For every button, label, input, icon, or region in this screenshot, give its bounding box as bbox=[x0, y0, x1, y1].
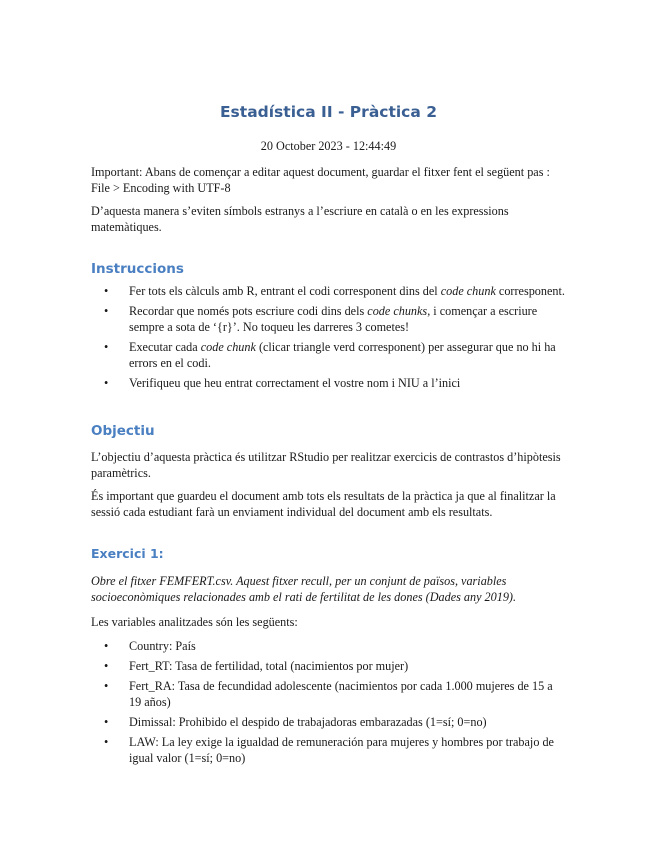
list-item: • Fert_RT: Tasa de fertilidad, total (nacimientos por mujer) bbox=[104, 659, 409, 673]
bullet-icon: • bbox=[104, 284, 109, 298]
objectiu-paragraph-2: És important que guardeu el document amb tots els resultats de la pràctica ja que al finalitzar la sessió cada estudiant farà un enviament individual del document amb els resultats. bbox=[91, 489, 556, 519]
instruccions-list bbox=[91, 283, 566, 395]
bullet-icon: • bbox=[104, 679, 109, 693]
bullet-icon: • bbox=[104, 376, 109, 390]
variables-list bbox=[91, 638, 566, 770]
list-item: • Recordar que només pots escriure codi dins dels code chunks, i començar a escriure sempre a sota de ‘{r}’. No toqueu les darreres 3 cometes! bbox=[104, 304, 538, 334]
section-heading-instruccions: Instruccions bbox=[91, 261, 184, 277]
variables-intro: Les variables analitzades són les següents: bbox=[91, 615, 298, 629]
important-note: Important: Abans de començar a editar aquest document, guardar el fitxer fent el següent pas : File > Encoding with UTF-8 bbox=[91, 165, 550, 195]
list-item: • Verifiqueu que heu entrat correctament el vostre nom i NIU a l’inici bbox=[104, 376, 461, 390]
encoding-note: D’aquesta manera s’eviten símbols estranys a l’escriure en català o en les expressions matemàtiques. bbox=[91, 204, 509, 234]
bullet-icon: • bbox=[104, 304, 109, 318]
list-item: • Fer tots els càlculs amb R, entrant el codi corresponent dins del code chunk corresponent. bbox=[104, 284, 565, 298]
list-item: • Country: País bbox=[104, 639, 196, 653]
document-title: Estadística II - Pràctica 2 bbox=[219, 103, 438, 121]
bullet-icon: • bbox=[104, 715, 109, 729]
bullet-icon: • bbox=[104, 735, 109, 749]
objectiu-paragraph-1: L’objectiu d’aquesta pràctica és utilitzar RStudio per realitzar exercicis de contrastos d’hipòtesis paramètrics. bbox=[91, 450, 561, 480]
list-item: • Dimissal: Prohibido el despido de trabajadoras embarazadas (1=sí; 0=no) bbox=[104, 715, 487, 729]
section-heading-objectiu: Objectiu bbox=[91, 423, 155, 439]
document-date: 20 October 2023 - 12:44:49 bbox=[260, 139, 397, 153]
exercici-1-description: Obre el fitxer FEMFERT.csv. Aquest fitxer recull, per un conjunt de països, variables socioeconòmiques relacionades amb el rati de fertilitat de les dones (Dades any 2019). bbox=[91, 574, 517, 604]
bullet-icon: • bbox=[104, 659, 109, 673]
list-item: • Fert_RA: Tasa de fecundidad adolescente (nacimientos por cada 1.000 mujeres de 15 a 19 años) bbox=[104, 679, 553, 709]
exercici-1-heading: Exercici 1: bbox=[91, 546, 164, 561]
bullet-icon: • bbox=[104, 639, 109, 653]
list-item: • Executar cada code chunk (clicar triangle verd corresponent) per assegurar que no hi ha errors en el codi. bbox=[104, 340, 556, 370]
bullet-icon: • bbox=[104, 340, 109, 354]
list-item: • LAW: La ley exige la igualdad de remuneración para mujeres y hombres por trabajo de igual valor (1=sí; 0=no) bbox=[104, 735, 554, 765]
